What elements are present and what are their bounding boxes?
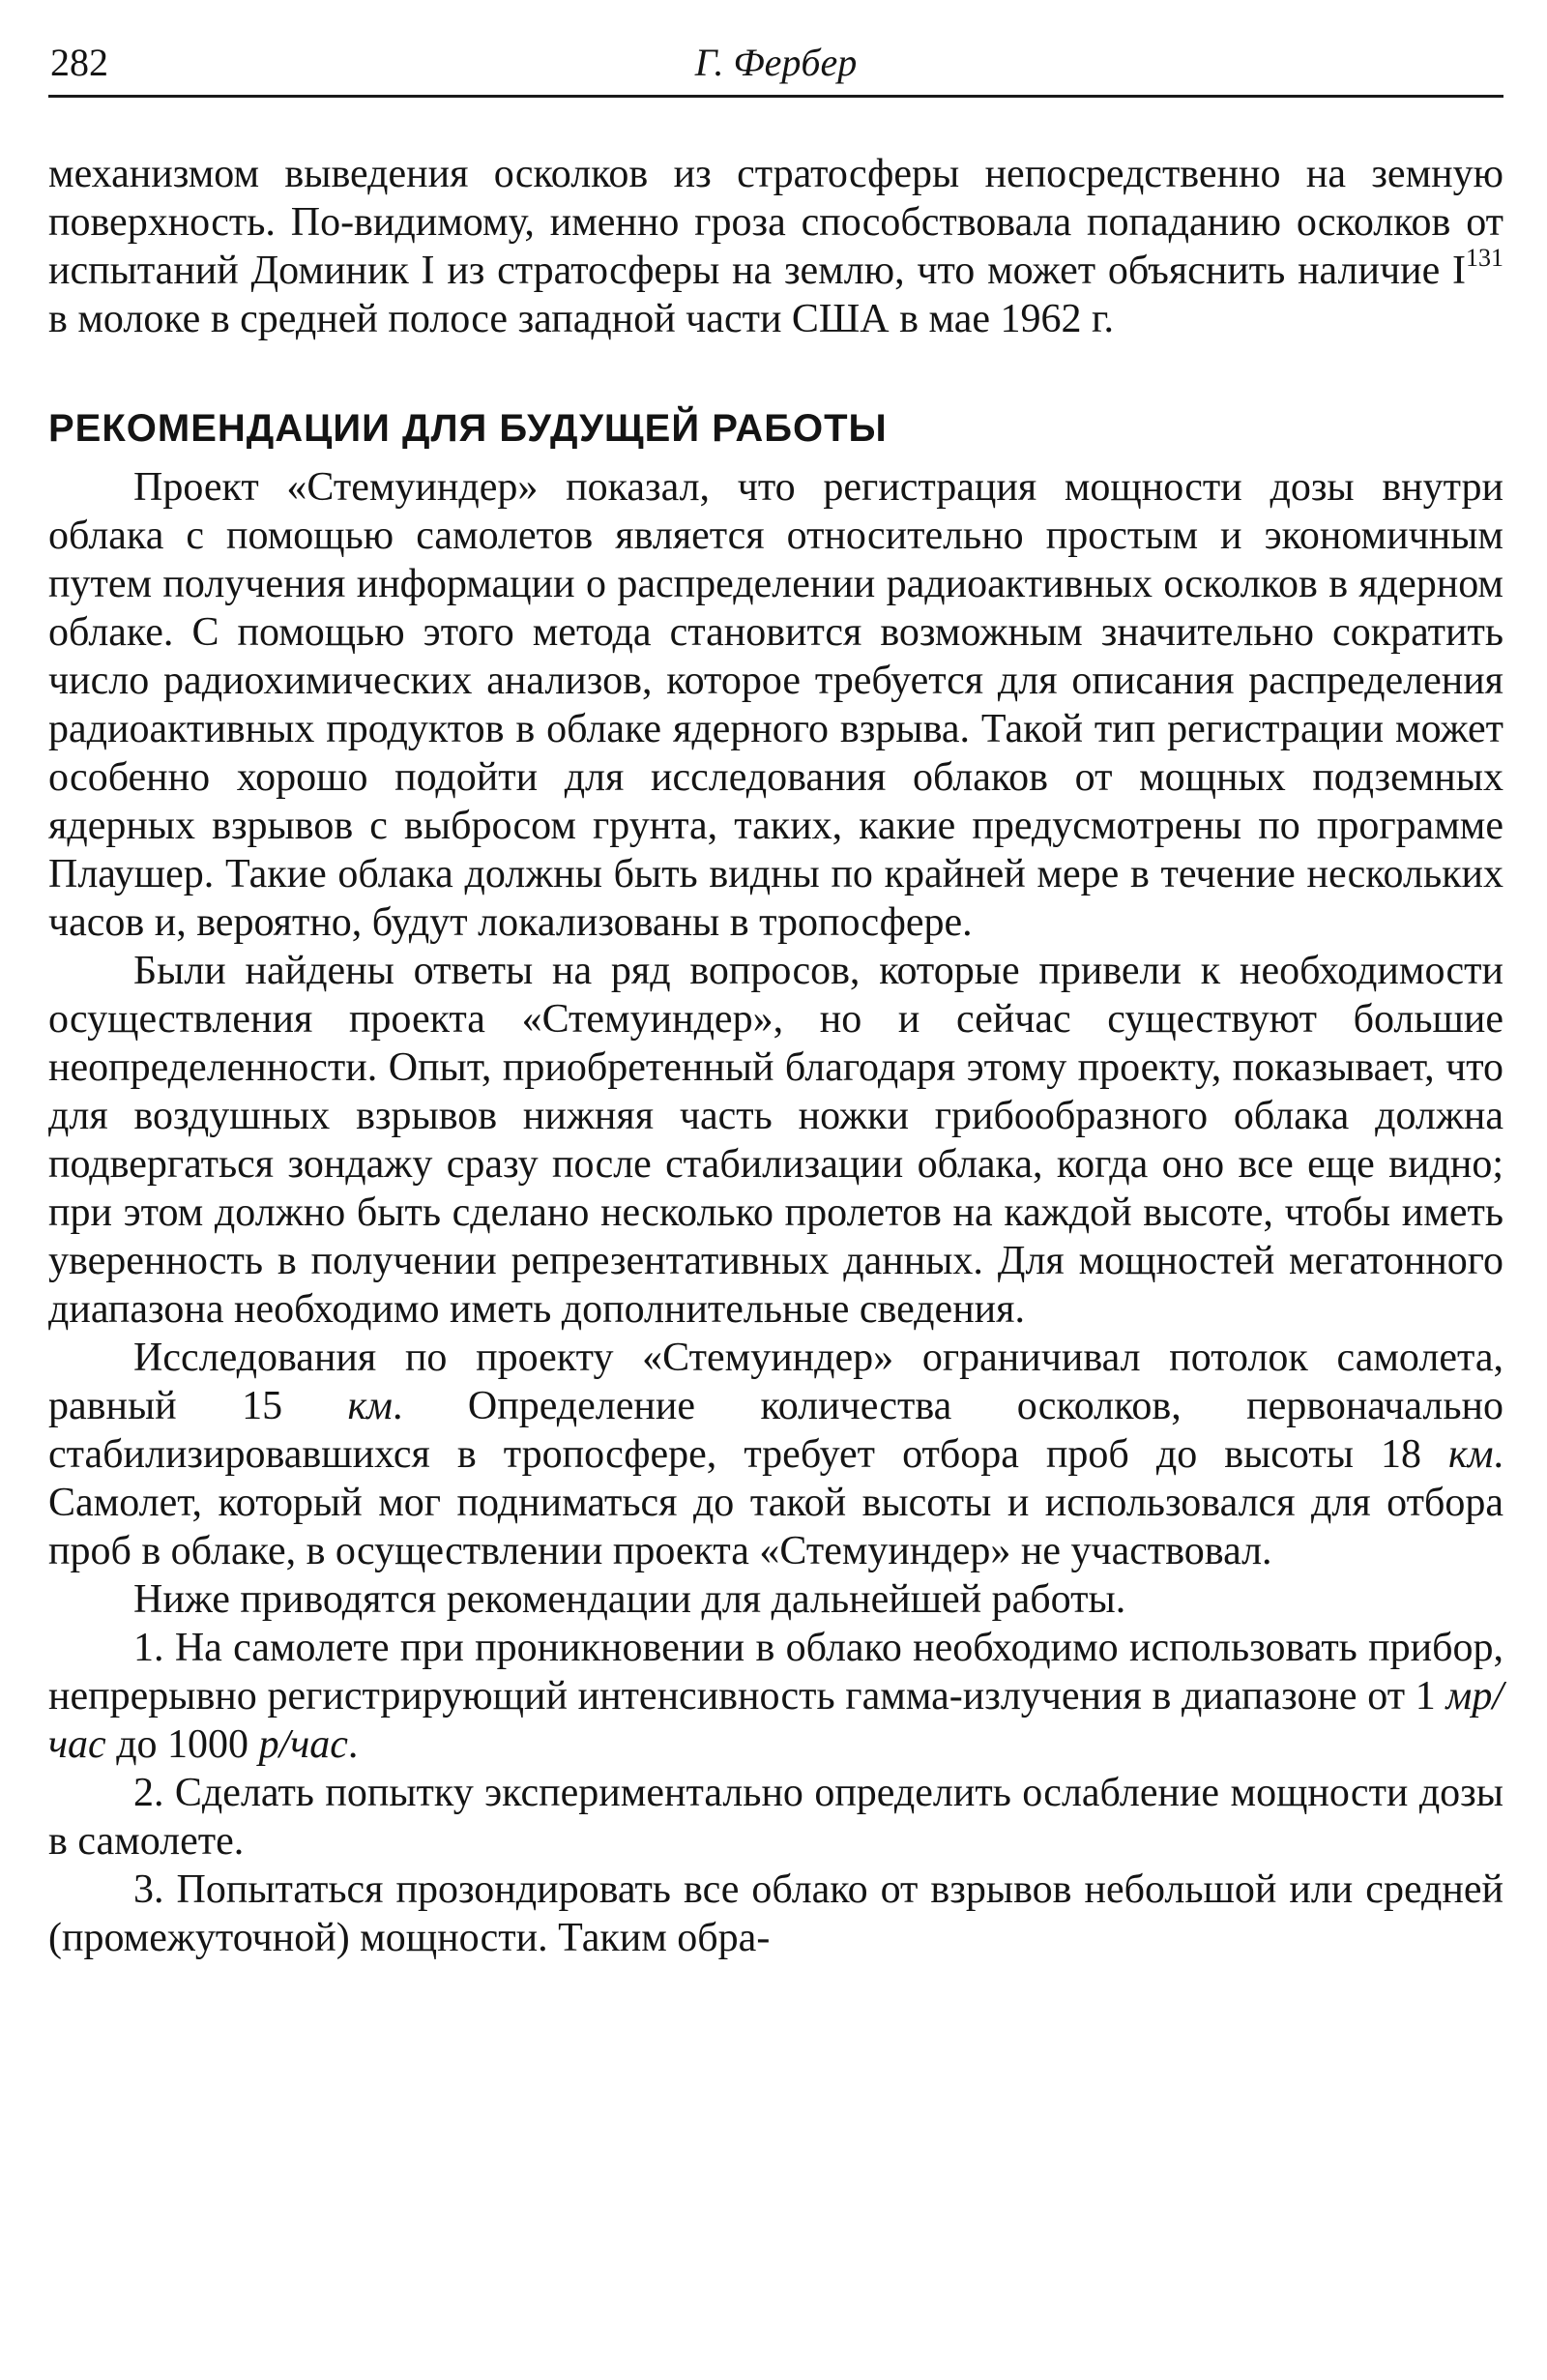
recommendation-1-text-c: . [347, 1722, 359, 1767]
paragraph-3-text-c: . Самолет, который мог подниматься до такой высоты и использовался для отбора проб в облаке, в осуществлении проекта «Стемуиндер» не участвовал. [48, 1432, 1503, 1573]
recommendation-2: 2. Сделать попытку экспериментально определить ослабление мощности дозы в самолете. [48, 1771, 1503, 1864]
intro-text-a: механизмом выведения осколков из стратосферы непосредственно на земную поверхность. По-видимому, именно гроза способствовала попаданию осколков от испытаний Доминик I из стратосферы на землю, что может объяснить наличие I [48, 152, 1503, 293]
paragraph-3-text-a: Исследования по проекту «Стемуиндер» ограничивал потолок самолета, равный 15 [48, 1336, 1503, 1428]
section-heading: РЕКОМЕНДАЦИИ ДЛЯ БУДУЩЕЙ РАБОТЫ [48, 407, 888, 450]
paragraph-4: Ниже приводятся рекомендации для дальнейшей работы. [133, 1577, 1126, 1622]
recommendation-1-text-b: до 1000 [105, 1722, 259, 1767]
body-text [48, 150, 1503, 1962]
recommendation-1 [48, 1624, 1503, 1769]
unit-km-2: км [1448, 1432, 1494, 1477]
paragraph-2: Были найдены ответы на ряд вопросов, которые привели к необходимости осуществления проекта «Стемуиндер», но и сейчас существуют большие неопределенности. Опыт, приобретенный благодаря этому проекту, показывает, что для воздушных взрывов нижняя часть ножки грибообразного облака должна подвергаться зондажу сразу после стабилизации облака, когда оно все еще видно; при этом должно быть сделано несколько пролетов на каждой высоте, чтобы иметь уверенность в получении репрезентативных данных. Для мощностей мегатонного диапазона необходимо иметь дополнительные сведения. [48, 949, 1503, 1332]
page-number: 282 [50, 41, 108, 84]
paragraph-1: Проект «Стемуиндер» показал, что регистрация мощности дозы внутри облака с помощью самолетов является относительно простым и экономичным путем получения информации о распределении радиоактивных осколков в ядерном облаке. С помощью этого метода становится возможным значительно сократить число радиохимических анализов, которое требуется для описания распределения радиоактивных продуктов в облаке ядерного взрыва. Такой тип регистрации может особенно хорошо подойти для исследования облаков от мощных подземных ядерных взрывов с выбросом грунта, таких, какие предусмотрены по программе Плаушер. Такие облака должны быть видны по крайней мере в течение нескольких часов и, вероятно, будут локализованы в тропосфере. [48, 465, 1503, 945]
paragraph-3-text-b: . Определение количества осколков, первоначально стабилизировавшихся в тропосфере, требует отбора проб до высоты 18 [48, 1384, 1503, 1477]
unit-km-1: км [347, 1384, 393, 1428]
book-page [48, 39, 1503, 1962]
unit-r-per-hour: р/час [258, 1722, 348, 1767]
paragraph-3 [48, 1334, 1503, 1575]
page-header [48, 39, 1503, 87]
unit-mr-per-hour: мр/час [48, 1674, 1503, 1767]
intro-text-b: в молоке в средней полосе западной части США в мае 1962 г. [48, 297, 1115, 341]
recommendation-1-text-a: 1. На самолете при проникновении в облако необходимо использовать прибор, непрерывно регистрирующий интенсивность гамма-излучения в диапазоне от 1 [48, 1626, 1503, 1719]
header-rule [48, 95, 1503, 98]
intro-paragraph [48, 150, 1503, 343]
isotope-superscript: 131 [1466, 244, 1503, 272]
running-head: Г. Фербер [694, 41, 858, 84]
recommendation-3: 3. Попытаться прозондировать все облако от взрывов небольшой или средней (промежуточной) мощности. Таким обра- [48, 1867, 1503, 1960]
